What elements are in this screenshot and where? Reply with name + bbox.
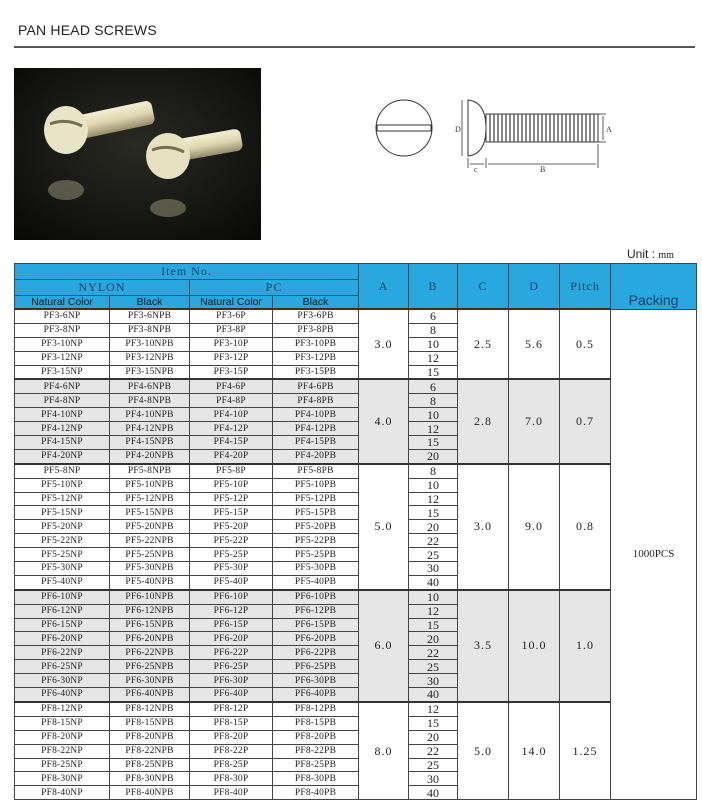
nylon-black-code: PF8-22NPB xyxy=(110,744,190,758)
length-b-value: 15 xyxy=(409,506,458,520)
color-header-nylon-natural: Natural Color xyxy=(15,296,110,310)
pitch-value: 0.7 xyxy=(560,379,611,463)
length-b-value: 22 xyxy=(409,534,458,548)
length-b-value: 10 xyxy=(409,337,458,351)
pc-natural-code: PF6-40P xyxy=(190,688,273,702)
dim-c-value: 5.0 xyxy=(458,702,509,800)
col-a-header: A xyxy=(359,264,409,310)
pc-natural-code: PF4-20P xyxy=(190,449,273,463)
pc-black-code: PF6-22PB xyxy=(273,646,359,660)
pitch-value: 0.8 xyxy=(560,464,611,590)
nylon-natural-code: PF6-15NP xyxy=(15,618,110,632)
pc-black-code: PF4-10PB xyxy=(273,408,359,422)
nylon-natural-code: PF5-20NP xyxy=(15,520,110,534)
length-b-value: 25 xyxy=(409,548,458,562)
length-b-value: 12 xyxy=(409,604,458,618)
length-b-value: 40 xyxy=(409,786,458,800)
length-b-value: 20 xyxy=(409,520,458,534)
pitch-value: 1.25 xyxy=(560,702,611,800)
pc-natural-code: PF5-20P xyxy=(190,520,273,534)
nylon-black-code: PF5-30NPB xyxy=(110,562,190,576)
col-c-header: C xyxy=(458,264,509,310)
pc-black-code: PF3-6PB xyxy=(273,309,359,323)
pc-black-code: PF4-15PB xyxy=(273,436,359,450)
nylon-black-code: PF3-10NPB xyxy=(110,337,190,351)
table-row xyxy=(15,590,697,604)
nylon-black-code: PF5-22NPB xyxy=(110,534,190,548)
length-b-value: 8 xyxy=(409,464,458,478)
pc-natural-code: PF5-22P xyxy=(190,534,273,548)
pc-black-code: PF6-10PB xyxy=(273,590,359,604)
pc-black-code: PF5-12PB xyxy=(273,492,359,506)
pc-natural-code: PF4-10P xyxy=(190,408,273,422)
color-header-pc-natural: Natural Color xyxy=(190,296,273,310)
nylon-black-code: PF6-15NPB xyxy=(110,618,190,632)
nylon-black-code: PF6-10NPB xyxy=(110,590,190,604)
nylon-natural-code: PF5-8NP xyxy=(15,464,110,478)
length-b-value: 15 xyxy=(409,365,458,379)
nylon-natural-code: PF8-12NP xyxy=(15,702,110,716)
nylon-natural-code: PF5-22NP xyxy=(15,534,110,548)
length-b-value: 6 xyxy=(409,309,458,323)
length-b-value: 8 xyxy=(409,323,458,337)
pc-natural-code: PF3-10P xyxy=(190,337,273,351)
pitch-value: 0.5 xyxy=(560,309,611,379)
dim-c-value: 3.5 xyxy=(458,590,509,702)
col-b-header: B xyxy=(409,264,458,310)
length-b-value: 30 xyxy=(409,674,458,688)
length-b-value: 10 xyxy=(409,408,458,422)
length-b-value: 30 xyxy=(409,772,458,786)
nylon-black-code: PF5-25NPB xyxy=(110,548,190,562)
nylon-black-code: PF5-8NPB xyxy=(110,464,190,478)
pc-black-code: PF6-15PB xyxy=(273,618,359,632)
nylon-natural-code: PF8-40NP xyxy=(15,786,110,800)
length-b-value: 40 xyxy=(409,575,458,589)
pc-natural-code: PF3-12P xyxy=(190,351,273,365)
pc-black-code: PF3-8PB xyxy=(273,323,359,337)
pc-natural-code: PF3-15P xyxy=(190,365,273,379)
nylon-black-code: PF5-40NPB xyxy=(110,575,190,589)
dim-d-value: 14.0 xyxy=(509,702,560,800)
pc-black-code: PF8-40PB xyxy=(273,786,359,800)
nylon-black-code: PF6-40NPB xyxy=(110,688,190,702)
pc-natural-code: PF8-15P xyxy=(190,716,273,730)
nylon-natural-code: PF8-22NP xyxy=(15,744,110,758)
nylon-black-code: PF5-20NPB xyxy=(110,520,190,534)
table-row xyxy=(15,464,697,478)
nylon-black-code: PF4-12NPB xyxy=(110,422,190,436)
pc-natural-code: PF8-30P xyxy=(190,772,273,786)
nylon-black-code: PF4-10NPB xyxy=(110,408,190,422)
col-d-header: D xyxy=(509,264,560,310)
nylon-black-code: PF8-15NPB xyxy=(110,716,190,730)
nylon-black-code: PF5-12NPB xyxy=(110,492,190,506)
pc-black-code: PF6-20PB xyxy=(273,632,359,646)
nylon-natural-code: PF6-40NP xyxy=(15,688,110,702)
pc-black-code: PF8-15PB xyxy=(273,716,359,730)
nylon-natural-code: PF4-12NP xyxy=(15,422,110,436)
diagram-label-a: A xyxy=(606,125,612,134)
length-b-value: 25 xyxy=(409,660,458,674)
dim-a-value: 5.0 xyxy=(359,464,409,590)
dim-c-value: 3.0 xyxy=(458,464,509,590)
nylon-black-code: PF6-25NPB xyxy=(110,660,190,674)
pc-natural-code: PF8-22P xyxy=(190,744,273,758)
pc-black-code: PF3-10PB xyxy=(273,337,359,351)
nylon-natural-code: PF6-10NP xyxy=(15,590,110,604)
nylon-natural-code: PF8-20NP xyxy=(15,730,110,744)
pc-natural-code: PF5-8P xyxy=(190,464,273,478)
pc-natural-code: PF6-12P xyxy=(190,604,273,618)
nylon-black-code: PF8-25NPB xyxy=(110,758,190,772)
nylon-black-code: PF8-12NPB xyxy=(110,702,190,716)
pc-black-code: PF8-30PB xyxy=(273,772,359,786)
length-b-value: 12 xyxy=(409,351,458,365)
unit-value: mm xyxy=(658,250,674,261)
material-pc-header: PC xyxy=(190,280,359,296)
nylon-natural-code: PF6-22NP xyxy=(15,646,110,660)
pc-black-code: PF8-25PB xyxy=(273,758,359,772)
nylon-natural-code: PF5-15NP xyxy=(15,506,110,520)
nylon-black-code: PF3-15NPB xyxy=(110,365,190,379)
pc-natural-code: PF4-12P xyxy=(190,422,273,436)
pc-black-code: PF3-15PB xyxy=(273,365,359,379)
nylon-black-code: PF6-22NPB xyxy=(110,646,190,660)
dim-c-value: 2.8 xyxy=(458,379,509,463)
pc-natural-code: PF5-12P xyxy=(190,492,273,506)
pc-natural-code: PF4-6P xyxy=(190,379,273,393)
pitch-value: 1.0 xyxy=(560,590,611,702)
length-b-value: 12 xyxy=(409,492,458,506)
dim-a-value: 6.0 xyxy=(359,590,409,702)
nylon-natural-code: PF8-25NP xyxy=(15,758,110,772)
nylon-black-code: PF6-30NPB xyxy=(110,674,190,688)
nylon-natural-code: PF6-12NP xyxy=(15,604,110,618)
nylon-natural-code: PF3-15NP xyxy=(15,365,110,379)
unit-separator: : xyxy=(651,247,656,261)
pc-black-code: PF5-22PB xyxy=(273,534,359,548)
pc-black-code: PF8-20PB xyxy=(273,730,359,744)
nylon-natural-code: PF8-15NP xyxy=(15,716,110,730)
pc-black-code: PF5-25PB xyxy=(273,548,359,562)
pc-natural-code: PF5-25P xyxy=(190,548,273,562)
color-header-pc-black: Black xyxy=(273,296,359,310)
length-b-value: 10 xyxy=(409,590,458,604)
pc-natural-code: PF5-30P xyxy=(190,562,273,576)
pc-natural-code: PF6-20P xyxy=(190,632,273,646)
length-b-value: 20 xyxy=(409,730,458,744)
spec-table xyxy=(14,263,697,800)
nylon-black-code: PF4-6NPB xyxy=(110,379,190,393)
nylon-natural-code: PF6-25NP xyxy=(15,660,110,674)
nylon-natural-code: PF5-30NP xyxy=(15,562,110,576)
nylon-black-code: PF6-20NPB xyxy=(110,632,190,646)
nylon-black-code: PF4-20NPB xyxy=(110,449,190,463)
length-b-value: 8 xyxy=(409,394,458,408)
pc-natural-code: PF6-25P xyxy=(190,660,273,674)
length-b-value: 30 xyxy=(409,562,458,576)
nylon-black-code: PF8-40NPB xyxy=(110,786,190,800)
diagram-label-b: B xyxy=(540,165,546,174)
nylon-black-code: PF3-8NPB xyxy=(110,323,190,337)
nylon-black-code: PF3-6NPB xyxy=(110,309,190,323)
pc-black-code: PF6-12PB xyxy=(273,604,359,618)
nylon-black-code: PF4-8NPB xyxy=(110,394,190,408)
length-b-value: 15 xyxy=(409,436,458,450)
nylon-natural-code: PF6-20NP xyxy=(15,632,110,646)
length-b-value: 22 xyxy=(409,646,458,660)
dim-a-value: 8.0 xyxy=(359,702,409,800)
length-b-value: 20 xyxy=(409,449,458,463)
pc-natural-code: PF5-15P xyxy=(190,506,273,520)
nylon-natural-code: PF6-30NP xyxy=(15,674,110,688)
pc-natural-code: PF5-10P xyxy=(190,478,273,492)
pc-natural-code: PF6-15P xyxy=(190,618,273,632)
pc-black-code: PF5-8PB xyxy=(273,464,359,478)
pc-natural-code: PF3-6P xyxy=(190,309,273,323)
packing-header-label: Packing xyxy=(628,291,679,308)
pc-natural-code: PF5-40P xyxy=(190,575,273,589)
packing-value: 1000PCS xyxy=(611,309,697,800)
pc-natural-code: PF8-25P xyxy=(190,758,273,772)
pc-black-code: PF6-40PB xyxy=(273,688,359,702)
pc-natural-code: PF3-8P xyxy=(190,323,273,337)
pc-black-code: PF6-25PB xyxy=(273,660,359,674)
length-b-value: 12 xyxy=(409,702,458,716)
nylon-natural-code: PF5-25NP xyxy=(15,548,110,562)
length-b-value: 25 xyxy=(409,758,458,772)
pc-black-code: PF8-22PB xyxy=(273,744,359,758)
length-b-value: 22 xyxy=(409,744,458,758)
dim-d-value: 7.0 xyxy=(509,379,560,463)
nylon-black-code: PF5-10NPB xyxy=(110,478,190,492)
nylon-natural-code: PF3-6NP xyxy=(15,309,110,323)
length-b-value: 15 xyxy=(409,618,458,632)
nylon-natural-code: PF4-6NP xyxy=(15,379,110,393)
nylon-natural-code: PF4-8NP xyxy=(15,394,110,408)
diagram-label-d: D xyxy=(455,125,461,134)
pc-black-code: PF5-20PB xyxy=(273,520,359,534)
material-nylon-header: NYLON xyxy=(15,280,190,296)
pc-black-code: PF4-6PB xyxy=(273,379,359,393)
col-packing-header xyxy=(611,264,697,310)
item-no-header: Item No. xyxy=(15,264,359,280)
unit-label: Unit xyxy=(627,247,649,261)
page-title: PAN HEAD SCREWS xyxy=(18,22,157,38)
pc-natural-code: PF6-30P xyxy=(190,674,273,688)
col-pitch-header: Pitch xyxy=(560,264,611,310)
nylon-natural-code: PF4-20NP xyxy=(15,449,110,463)
nylon-black-code: PF3-12NPB xyxy=(110,351,190,365)
nylon-natural-code: PF8-30NP xyxy=(15,772,110,786)
nylon-natural-code: PF3-8NP xyxy=(15,323,110,337)
nylon-natural-code: PF3-12NP xyxy=(15,351,110,365)
pc-black-code: PF8-12PB xyxy=(273,702,359,716)
nylon-black-code: PF8-20NPB xyxy=(110,730,190,744)
pc-natural-code: PF6-22P xyxy=(190,646,273,660)
dim-c-value: 2.5 xyxy=(458,309,509,379)
table-row xyxy=(15,379,697,393)
length-b-value: 12 xyxy=(409,422,458,436)
pc-black-code: PF4-12PB xyxy=(273,422,359,436)
dim-d-value: 9.0 xyxy=(509,464,560,590)
nylon-black-code: PF4-15NPB xyxy=(110,436,190,450)
pc-natural-code: PF8-40P xyxy=(190,786,273,800)
pc-black-code: PF5-30PB xyxy=(273,562,359,576)
title-divider xyxy=(14,46,695,48)
pc-natural-code: PF6-10P xyxy=(190,590,273,604)
diagram-label-c: c xyxy=(474,165,478,174)
pc-natural-code: PF4-8P xyxy=(190,394,273,408)
spec-table-body xyxy=(15,309,697,800)
table-row xyxy=(15,702,697,716)
nylon-natural-code: PF4-10NP xyxy=(15,408,110,422)
table-row xyxy=(15,309,697,323)
dim-d-value: 10.0 xyxy=(509,590,560,702)
product-photo xyxy=(14,68,261,240)
pc-black-code: PF6-30PB xyxy=(273,674,359,688)
dim-a-value: 3.0 xyxy=(359,309,409,379)
pc-black-code: PF3-12PB xyxy=(273,351,359,365)
nylon-black-code: PF5-15NPB xyxy=(110,506,190,520)
dim-a-value: 4.0 xyxy=(359,379,409,463)
nylon-black-code: PF8-30NPB xyxy=(110,772,190,786)
nylon-black-code: PF6-12NPB xyxy=(110,604,190,618)
pc-natural-code: PF4-15P xyxy=(190,436,273,450)
nylon-natural-code: PF4-15NP xyxy=(15,436,110,450)
pc-black-code: PF5-15PB xyxy=(273,506,359,520)
length-b-value: 40 xyxy=(409,688,458,702)
pc-black-code: PF5-10PB xyxy=(273,478,359,492)
pc-natural-code: PF8-12P xyxy=(190,702,273,716)
nylon-natural-code: PF5-12NP xyxy=(15,492,110,506)
pc-natural-code: PF8-20P xyxy=(190,730,273,744)
unit-indicator xyxy=(627,247,674,261)
screw-dimension-diagram xyxy=(372,92,622,174)
pc-black-code: PF5-40PB xyxy=(273,575,359,589)
pc-black-code: PF4-8PB xyxy=(273,394,359,408)
length-b-value: 20 xyxy=(409,632,458,646)
length-b-value: 15 xyxy=(409,716,458,730)
nylon-natural-code: PF5-10NP xyxy=(15,478,110,492)
nylon-natural-code: PF5-40NP xyxy=(15,575,110,589)
nylon-natural-code: PF3-10NP xyxy=(15,337,110,351)
length-b-value: 10 xyxy=(409,478,458,492)
dim-d-value: 5.6 xyxy=(509,309,560,379)
pc-black-code: PF4-20PB xyxy=(273,449,359,463)
length-b-value: 6 xyxy=(409,379,458,393)
color-header-nylon-black: Black xyxy=(110,296,190,310)
